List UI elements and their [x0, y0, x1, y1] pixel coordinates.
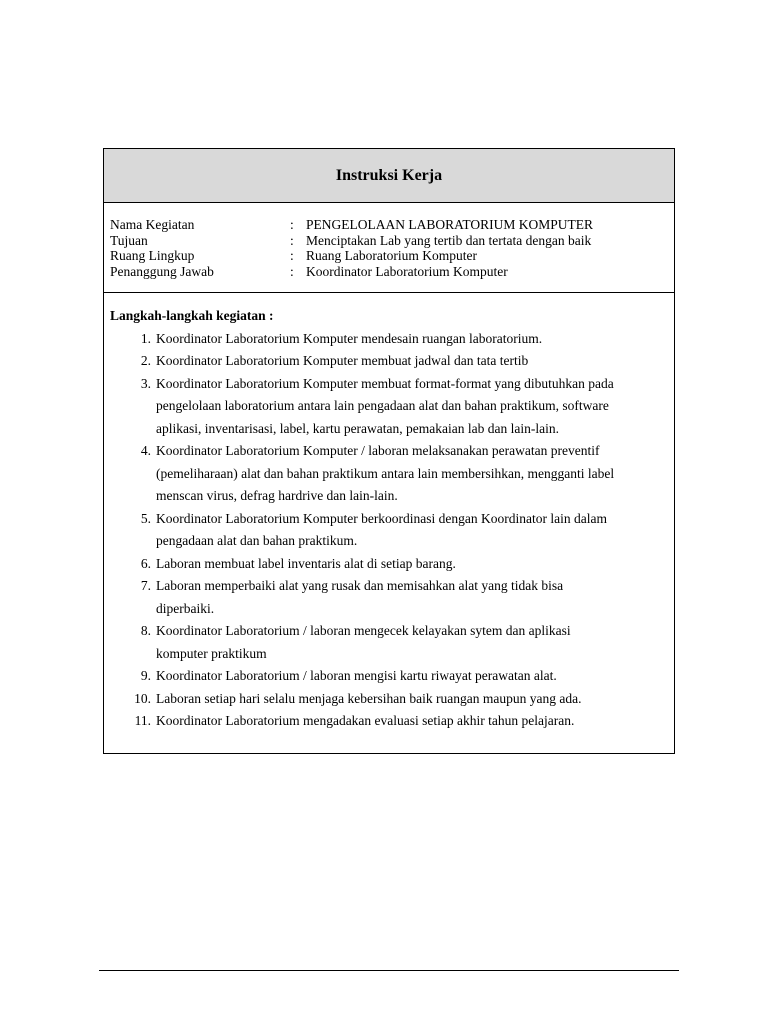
step-item	[110, 710, 668, 733]
step-item	[110, 620, 668, 665]
info-value: Koordinator Laboratorium Komputer	[306, 263, 508, 279]
steps-heading: Langkah-langkah kegiatan :	[110, 308, 274, 323]
steps-section	[104, 293, 674, 733]
info-label: Penanggung Jawab	[110, 263, 214, 279]
step-text: Laboran membuat label inventaris alat di setiap barang.	[156, 555, 456, 571]
info-colon: :	[290, 263, 294, 279]
step-number: 11.	[134, 713, 151, 728]
step-item	[110, 328, 668, 351]
step-number: 4.	[140, 443, 151, 458]
step-item	[110, 508, 668, 553]
step-number: 10.	[134, 690, 151, 706]
step-number: 2.	[140, 353, 151, 368]
step-text: Laboran setiap hari selalu menjaga kebersihan baik ruangan maupun yang ada.	[156, 690, 582, 706]
work-instruction-table	[103, 148, 675, 754]
info-row-activity-name	[110, 217, 674, 233]
footer-divider	[99, 970, 679, 971]
step-item	[110, 440, 668, 508]
step-item	[110, 373, 668, 441]
step-text: Laboran memperbaiki alat yang rusak dan memisahkan alat yang tidak bisa diperbaiki.	[156, 578, 564, 616]
info-value: Menciptakan Lab yang tertib dan tertata dengan baik	[306, 232, 592, 248]
steps-list	[110, 328, 668, 733]
info-label: Ruang Lingkup	[110, 248, 195, 263]
table-header	[104, 149, 674, 203]
step-number: 8.	[140, 623, 151, 638]
step-item	[110, 553, 668, 576]
info-label: Tujuan	[110, 232, 148, 248]
step-text: Koordinator Laboratorium / laboran mengecek kelayakan sytem dan aplikasi komputer praktikum	[156, 623, 571, 661]
step-number: 9.	[140, 668, 151, 683]
step-text: Koordinator Laboratorium Komputer mendesain ruangan laboratorium.	[156, 330, 543, 346]
step-item	[110, 665, 668, 688]
step-number: 5.	[140, 510, 151, 526]
info-value: PENGELOLAAN LABORATORIUM KOMPUTER	[306, 217, 594, 232]
info-label: Nama Kegiatan	[110, 217, 195, 232]
step-number: 1.	[140, 330, 151, 346]
info-row-scope	[110, 248, 674, 264]
info-colon: :	[290, 248, 294, 263]
step-text: Koordinator Laboratorium mengadakan evaluasi setiap akhir tahun pelajaran.	[156, 713, 575, 728]
activity-info-section	[104, 203, 674, 293]
step-text: Koordinator Laboratorium Komputer membuat format-format yang dibutuhkan pada pengelolaan laboratorium antara lain pengadaan alat dan bahan praktikum, software aplikasi, inventarisasi, label, kartu perawatan, pemakaian lab dan lain-lain.	[156, 375, 614, 436]
info-colon: :	[290, 217, 294, 232]
step-number: 7.	[140, 578, 151, 593]
info-row-purpose	[110, 233, 674, 249]
info-colon: :	[290, 232, 294, 248]
step-item	[110, 688, 668, 711]
step-text: Koordinator Laboratorium Komputer / laboran melaksanakan perawatan preventif (pemeliharaan) alat dan bahan praktikum antara lain membersihkan, mengganti label menscan virus, defrag hardrive dan lain-lain.	[156, 443, 615, 503]
step-text: Koordinator Laboratorium Komputer membuat jadwal dan tata tertib	[156, 353, 529, 368]
step-item	[110, 575, 668, 620]
info-row-responsible	[110, 264, 674, 280]
step-number: 3.	[140, 375, 151, 391]
step-text: Koordinator Laboratorium / laboran mengisi kartu riwayat perawatan alat.	[156, 668, 557, 683]
step-text: Koordinator Laboratorium Komputer berkoordinasi dengan Koordinator lain dalam pengadaan alat dan bahan praktikum.	[156, 510, 607, 548]
step-item	[110, 350, 668, 373]
info-value: Ruang Laboratorium Komputer	[306, 248, 477, 263]
step-number: 6.	[140, 555, 151, 571]
document-title: Instruksi Kerja	[335, 166, 443, 184]
